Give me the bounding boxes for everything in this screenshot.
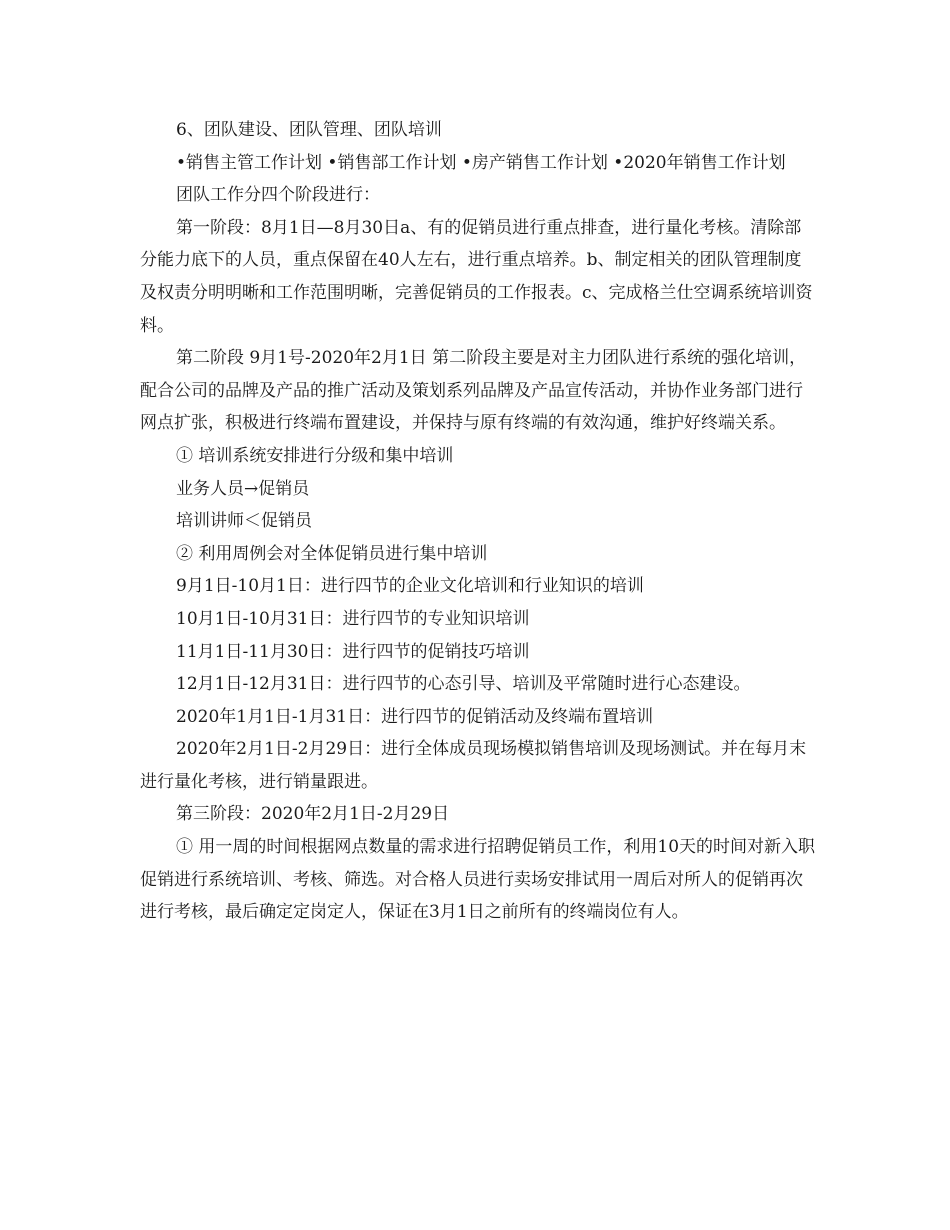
paragraph-stage-three: 第三阶段：2020年2月1日-2月29日 bbox=[176, 804, 450, 825]
schedule-item-sep: 9月1日-10月1日：进行四节的企业文化培训和行业知识的培训 bbox=[176, 576, 644, 597]
paragraph-recruitment: ① 用一周的时间根据网点数量的需求进行招聘促销员工作，利用10天的时间对新入职促销进行系统培训、考核、筛选。对合格人员进行卖场安排试用一周后对所人的促销再次进行考核，最后确定定岗定人，保证在3月1日之前所有的终端岗位有人。 bbox=[140, 837, 816, 923]
related-links-line: •销售主管工作计划 •销售部工作计划 •房产销售工作计划 •2020年销售工作计划 bbox=[176, 152, 786, 173]
schedule-item-jan: 2020年1月1日-1月31日：进行四节的促销活动及终端布置培训 bbox=[176, 706, 654, 727]
document-body bbox=[140, 114, 816, 929]
paragraph-stage-two: 第二阶段 9月1号-2020年2月1日 第二阶段主要是对主力团队进行系统的强化培训，配合公司的品牌及产品的推广活动及策划系列品牌及产品宣传活动，并协作业务部门进行网点扩张，积极进行终端布置建设，并保持与原有终端的有效沟通，维护好终端关系。 bbox=[140, 348, 807, 434]
list-item-trainer-flow: 培训讲师＜促销员 bbox=[176, 511, 312, 532]
list-item-training-system: ① 培训系统安排进行分级和集中培训 bbox=[176, 445, 454, 466]
list-item-staff-flow: 业务人员→促销员 bbox=[176, 478, 310, 499]
paragraph-stage-one: 第一阶段：8月1日—8月30日a、有的促销员进行重点排查，进行量化考核。清除部分能力底下的人员，重点保留在40人左右，进行重点培养。b、制定相关的团队管理制度及权责分明明晰和工作范围明晰，完善促销员的工作报表。c、完成格兰仕空调系统培训资料。 bbox=[140, 217, 813, 336]
schedule-item-feb: 2020年2月1日-2月29日：进行全体成员现场模拟销售培训及现场测试。并在每月末进行量化考核，进行销量跟进。 bbox=[140, 739, 807, 792]
section-heading: 6、团队建设、团队管理、团队培训 bbox=[176, 120, 442, 140]
list-item-weekly-meeting: ② 利用周例会对全体促销员进行集中培训 bbox=[176, 543, 488, 564]
schedule-item-oct: 10月1日-10月31日：进行四节的专业知识培训 bbox=[176, 608, 530, 629]
schedule-item-nov: 11月1日-11月30日：进行四节的促销技巧培训 bbox=[176, 641, 530, 662]
schedule-item-dec: 12月1日-12月31日：进行四节的心态引导、培训及平常随时进行心态建设。 bbox=[176, 674, 751, 695]
paragraph-intro: 团队工作分四个阶段进行： bbox=[176, 185, 380, 206]
